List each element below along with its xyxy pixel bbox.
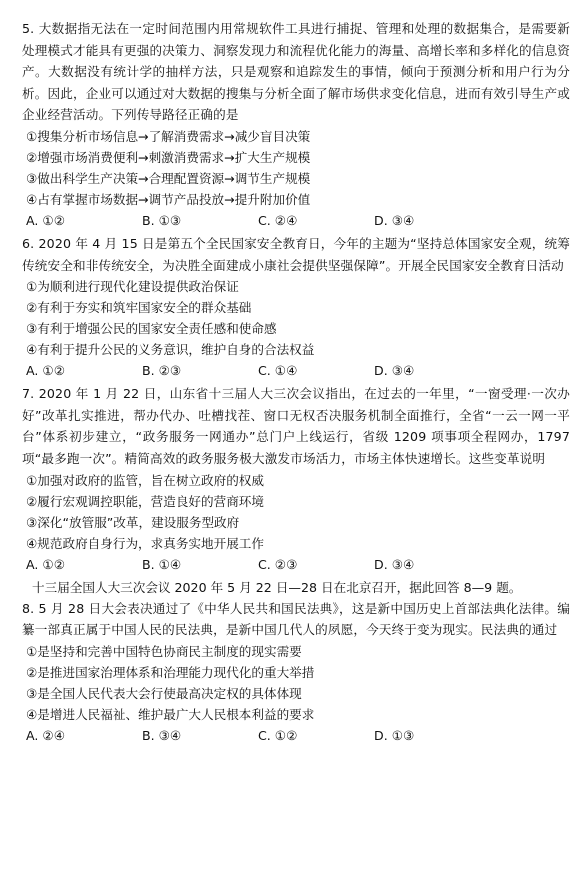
option-1: ①为顺利进行现代化建设提供政治保证 — [26, 279, 239, 295]
choice-c: C. ①④ — [258, 363, 298, 379]
choice-a: A. ①② — [26, 363, 65, 379]
option-4: ④是增进人民福祉、维护最广大人民根本利益的要求 — [26, 706, 315, 722]
option-4: ④规范政府自身行为，求真务实地开展工作 — [26, 535, 264, 551]
choice-b: B. ①③ — [142, 212, 182, 228]
choice-d: D. ③④ — [374, 556, 415, 572]
choice-d: D. ③④ — [374, 363, 415, 379]
option-2: ②履行宏观调控职能，营造良好的营商环境 — [26, 493, 264, 509]
choice-c: C. ①② — [258, 727, 298, 743]
choice-b: B. ①④ — [142, 556, 182, 572]
option-1: ①搜集分析市场信息→了解消费需求→减少盲目决策 — [26, 128, 311, 144]
question-5 — [22, 18, 570, 231]
question-stem: 5. 大数据指无法在一定时间范围内用常规软件工具进行捕捉、管理和处理的数据集合，是需要新处理模式才能具有更强的决策力、洞察发现力和流程优化能力的海量、高增长率和多样化的信息资产。大数据没有统计学的抽样方法，只是观察和追踪发生的事情，倾向于预测分析和用户行为分析。因此，企业可以通过对大数据的搜集与分析全面了解市场供求变化信息，进而有效引导生产或企业经营活动。下列传导路径正确的是 — [22, 21, 570, 123]
choice-d: D. ①③ — [374, 727, 415, 743]
section-intro: 十三届全国人大三次会议 2020 年 5 月 22 日—28 日在北京召开，据此回答 8—9 题。 — [32, 579, 522, 595]
choice-c: C. ②③ — [258, 556, 298, 572]
option-4: ④有利于提升公民的义务意识，维护自身的合法权益 — [26, 342, 315, 358]
option-2: ②是推进国家治理体系和治理能力现代化的重大举措 — [26, 664, 315, 680]
answer-choices — [22, 554, 570, 575]
choice-a: A. ②④ — [26, 727, 65, 743]
option-3: ③做出科学生产决策→合理配置资源→调节生产规模 — [26, 170, 311, 186]
option-2: ②增强市场消费便利→刺激消费需求→扩大生产规模 — [26, 149, 311, 165]
choice-a: A. ①② — [26, 212, 65, 228]
choice-a: A. ①② — [26, 556, 65, 572]
option-1: ①加强对政府的监管，旨在树立政府的权威 — [26, 472, 264, 488]
option-3: ③是全国人民代表大会行使最高决定权的具体体现 — [26, 685, 302, 701]
choice-d: D. ③④ — [374, 212, 415, 228]
option-3: ③有利于增强公民的国家安全责任感和使命感 — [26, 321, 277, 337]
option-2: ②有利于夯实和筑牢国家安全的群众基础 — [26, 300, 252, 316]
question-6 — [22, 233, 570, 381]
option-3: ③深化“放管服”改革，建设服务型政府 — [26, 514, 240, 530]
choice-b: B. ②③ — [142, 363, 182, 379]
question-8 — [22, 598, 570, 746]
answer-choices — [22, 360, 570, 381]
question-stem: 8. 5 月 28 日大会表决通过了《中华人民共和国民法典》，这是新中国历史上首部法典化法律。编纂一部真正属于中国人民的民法典，是新中国几代人的夙愿，今天终于变为现实。民法典的通过 — [22, 600, 570, 638]
choice-c: C. ②④ — [258, 212, 298, 228]
question-stem: 6. 2020 年 4 月 15 日是第五个全民国家安全教育日，今年的主题为“坚持总体国家安全观，统筹传统安全和非传统安全，为决胜全面建成小康社会提供坚强保障”。开展全民国家安全教育日活动 — [22, 235, 570, 273]
option-4: ④占有掌握市场数据→调节产品投放→提升附加价值 — [26, 191, 311, 207]
answer-choices — [22, 210, 570, 231]
question-7 — [22, 383, 570, 574]
choice-b: B. ③④ — [142, 727, 182, 743]
option-1: ①是坚持和完善中国特色协商民主制度的现实需要 — [26, 643, 302, 659]
question-stem: 7. 2020 年 1 月 22 日，山东省十三届人大三次会议指出，在过去的一年里，“一窗受理·一次办好”改革扎实推进，帮办代办、吐槽找茬、窗口无权否决服务机制全面推行，全省“一云一网一平台”体系初步建立，“政务服务一网通办”总门户上线运行，省级 1209 项事项全程网办，1797 项“最多跑一次”。精简高效的政务服务极大激发市场活力，市场主体快速增长。这些变革说明 — [22, 386, 570, 466]
answer-choices — [22, 725, 570, 746]
